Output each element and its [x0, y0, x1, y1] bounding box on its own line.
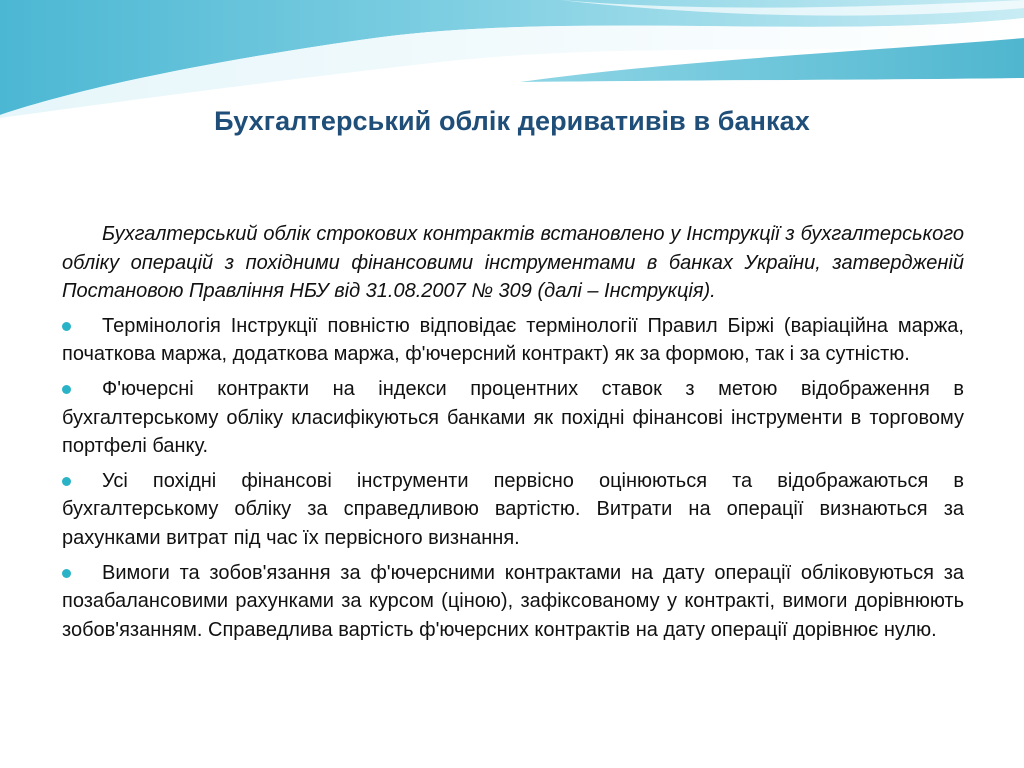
slide-body	[62, 220, 964, 650]
slide-title: Бухгалтерський облік деривативів в банках	[214, 106, 810, 136]
header-wave-decoration	[0, 0, 1024, 170]
bullet-text: Усі похідні фінансові інструменти первісно оцінюються та відображаються в бухгалтерському обліку за справедливою вартістю. Витрати на операції визнаються за рахунками витрат під час їх первісного визнання.	[62, 469, 964, 549]
bullet-icon	[62, 477, 71, 486]
bullet-text: Ф'ючерсні контракти на індекси процентних ставок з метою відображення в бухгалтерському обліку класифікуються банками як похідні фінансові інструменти в торговому портфелі банку.	[62, 377, 964, 458]
bullet-icon	[62, 569, 71, 578]
bullet-item	[62, 312, 964, 369]
bullet-text: Термінологія Інструкції повністю відповідає термінології Правил Біржі (варіаційна маржа, початкова маржа, додаткова маржа, ф'ючерсний контракт) як за формою, так і за сутністю.	[62, 314, 964, 366]
bullet-item	[62, 559, 964, 645]
bullet-text: Вимоги та зобов'язання за ф'ючерсними контрактами на дату операції обліковуються за позабалансовими рахунками за курсом (ціною), зафіксованому у контракті, вимоги дорівнюють зобов'язанням. Справедлива вартість ф'ючерсних контрактів на дату операції дорівнює нулю.	[62, 561, 964, 641]
intro-paragraph: Бухгалтерський облік строкових контрактів встановлено у Інструкції з бухгалтерського обліку операцій з похідними фінансовими інструментами в банках України, затвердженій Постановою Правління НБУ від 31.08.2007 № 309 (далі – Інструкція).	[62, 223, 964, 303]
bullet-icon	[62, 322, 71, 331]
bullet-item	[62, 467, 964, 553]
bullet-icon	[62, 385, 71, 394]
bullet-item	[62, 375, 964, 461]
